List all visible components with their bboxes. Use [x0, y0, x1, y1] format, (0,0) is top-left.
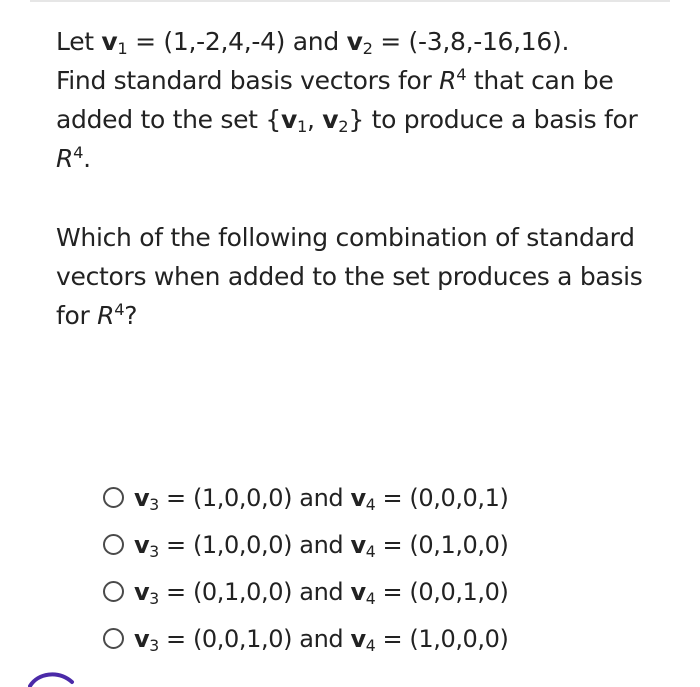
space-symbol: R — [97, 301, 115, 330]
vector-v2-subscript: 2 — [362, 39, 373, 59]
vector-v3-value: = (1,0,0,0) and — [158, 530, 351, 559]
vector-v4: v — [350, 530, 366, 559]
answer-option[interactable] — [103, 521, 509, 568]
answer-options — [103, 474, 509, 662]
vector-v4: v — [350, 483, 366, 512]
pen-stroke-mark — [28, 668, 78, 687]
set-separator: , — [306, 105, 323, 134]
vector-v4-subscript: 4 — [365, 636, 376, 655]
vector-v3-subscript: 3 — [149, 636, 159, 655]
vector-v1: v — [101, 27, 118, 56]
option-label[interactable] — [134, 578, 509, 606]
problem-text: Let — [56, 27, 102, 56]
vector-v4-value: = (0,0,0,1) — [375, 483, 509, 512]
vector-v3: v — [134, 577, 150, 606]
vector-v1-subscript: 1 — [296, 117, 307, 137]
answer-option[interactable] — [103, 568, 509, 615]
space-symbol: R — [439, 66, 457, 95]
problem-statement — [56, 22, 656, 178]
answer-option[interactable] — [103, 474, 509, 521]
vector-v4: v — [350, 624, 366, 653]
question-prompt — [56, 218, 656, 335]
vector-v1: v — [280, 105, 297, 134]
vector-v4-value: = (0,0,1,0) — [375, 577, 509, 606]
vector-v4-subscript: 4 — [365, 542, 376, 561]
radio-button[interactable] — [103, 581, 124, 602]
option-label[interactable] — [134, 484, 509, 512]
radio-button[interactable] — [103, 487, 124, 508]
vector-v1-subscript: 1 — [117, 39, 128, 59]
problem-text: that can be added to the set { — [56, 66, 614, 134]
option-label[interactable] — [134, 625, 509, 653]
vector-v4-value: = (1,0,0,0) — [375, 624, 509, 653]
problem-text: . — [83, 144, 91, 173]
vector-v4-value: = (0,1,0,0) — [375, 530, 509, 559]
vector-v3: v — [134, 624, 150, 653]
space-dimension: 4 — [73, 143, 84, 163]
vector-v4: v — [350, 577, 366, 606]
vector-v4-subscript: 4 — [365, 495, 376, 514]
vector-v4-subscript: 4 — [365, 589, 376, 608]
space-symbol: R — [56, 144, 74, 173]
radio-button[interactable] — [103, 628, 124, 649]
vector-v2: v — [322, 105, 339, 134]
vector-v3: v — [134, 483, 150, 512]
vector-v3-subscript: 3 — [149, 542, 159, 561]
top-divider — [30, 0, 670, 2]
question-card — [56, 22, 656, 335]
space-dimension: 4 — [456, 65, 467, 85]
question-text: ? — [124, 301, 138, 330]
question-text: Which of the following combination of standard vectors when added to the set produces a basis for — [56, 223, 643, 330]
vector-v3-subscript: 3 — [149, 495, 159, 514]
vector-v3-value: = (0,1,0,0) and — [158, 577, 351, 606]
vector-v2-value: = (-3,8,-16,16). — [372, 27, 570, 56]
problem-text: Find standard basis vectors for — [56, 66, 440, 95]
answer-option[interactable] — [103, 615, 509, 662]
radio-button[interactable] — [103, 534, 124, 555]
vector-v3-value: = (1,0,0,0) and — [158, 483, 351, 512]
vector-v3-subscript: 3 — [149, 589, 159, 608]
vector-v2-subscript: 2 — [338, 117, 349, 137]
vector-v3: v — [134, 530, 150, 559]
option-label[interactable] — [134, 531, 509, 559]
problem-text: } to produce a basis for — [348, 105, 638, 134]
vector-v2: v — [346, 27, 363, 56]
vector-v1-value: = (1,-2,4,-4) and — [127, 27, 347, 56]
space-dimension: 4 — [114, 300, 125, 320]
vector-v3-value: = (0,0,1,0) and — [158, 624, 351, 653]
